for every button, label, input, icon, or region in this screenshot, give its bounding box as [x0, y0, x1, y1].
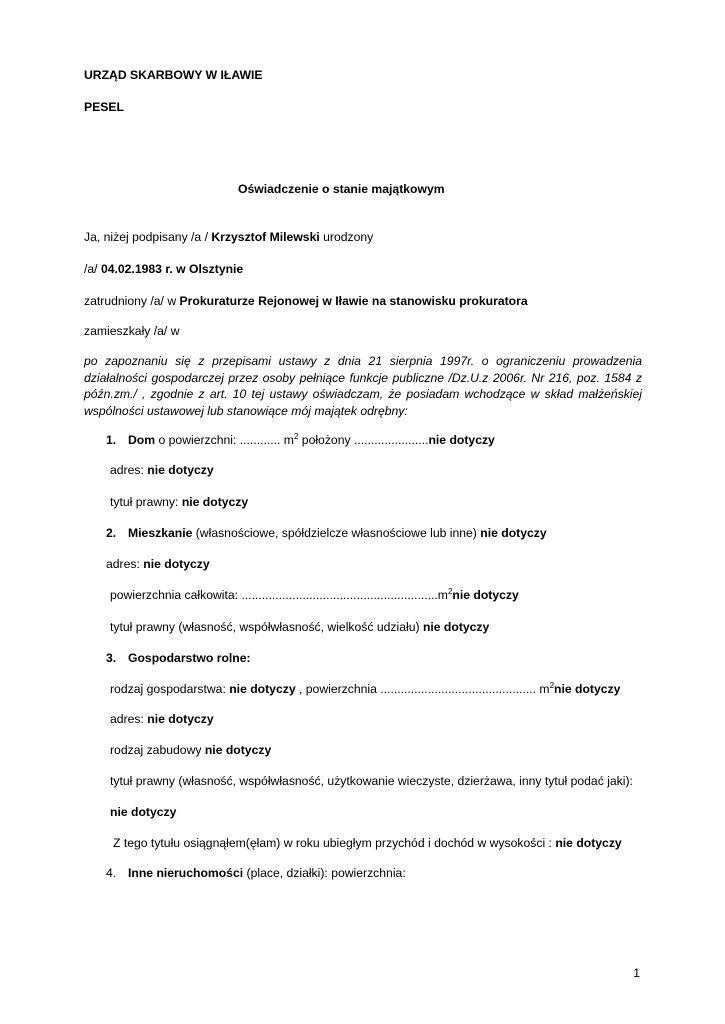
type-label: rodzaj gospodarstwa: — [110, 682, 230, 696]
section-2-title — [110, 620, 489, 635]
section-1-line — [106, 433, 495, 448]
section-1-sup: 2 — [293, 431, 299, 441]
area-label: , powierzchnia .............................................. m — [295, 682, 550, 696]
section-1-heading: Dom — [128, 433, 156, 447]
title-value: nie dotyczy — [422, 620, 490, 634]
residence-line: zamieszkały /a/ w — [84, 324, 180, 338]
area-sup: 2 — [447, 586, 453, 596]
type-value: nie dotyczy — [229, 682, 296, 696]
section-1-area: o powierzchni: ............ m — [155, 433, 294, 447]
address-label: adres: — [110, 463, 148, 477]
section-2-desc: (własnościowe, spółdzielcze własnościowe lub inne) — [192, 526, 481, 540]
section-3-type — [110, 682, 620, 697]
area-sup: 2 — [549, 680, 555, 690]
pesel-label: PESEL — [84, 100, 124, 114]
income-value: nie dotyczy — [555, 836, 622, 850]
born-label: urodzony — [319, 230, 374, 244]
page-number: 1 — [633, 966, 640, 980]
section-2-na: nie dotyczy — [480, 526, 547, 540]
born-prefix: /a/ — [84, 262, 101, 276]
declarant-prefix: Ja, niżej podpisany /a / — [84, 230, 212, 244]
title-value: nie dotyczy — [181, 495, 249, 509]
area-value: nie dotyczy — [554, 682, 621, 696]
section-1-title — [110, 495, 248, 510]
area-value: nie dotyczy — [452, 588, 519, 602]
section-3-income — [113, 836, 622, 851]
statement-paragraph: po zapoznaniu się z przepisami ustawy z dnia 21 sierpnia 1997r. o ograniczeniu prowadzenia działalności gospodarczej przez osoby pełniące funkcje publiczne /Dz.U.z 2006r. Nr 216, poz. 1584 z późn.zm./ , zgodnie z art. 10 tej ustawy oświadczam, że posiadam wchodzące w skład małżeńskiej wspólności ustawowej lub stanowiące mój majątek odrębny: — [84, 354, 642, 418]
section-2-line — [106, 526, 547, 541]
birth-line — [84, 262, 243, 277]
section-4-number: 4. — [106, 866, 117, 880]
declarant-name: Krzysztof Milewski — [211, 230, 320, 244]
document-title: Oświadczenie o stanie majątkowym — [238, 182, 445, 196]
address-value: nie dotyczy — [147, 463, 214, 477]
build-label: rodzaj zabudowy — [110, 743, 205, 757]
employed-label: zatrudniony /a/ w — [84, 294, 180, 308]
build-value: nie dotyczy — [204, 743, 272, 757]
section-1-na: nie dotyczy — [428, 433, 495, 447]
area-label: powierzchnia całkowita: ..........................................................m — [110, 588, 448, 602]
address-label: adres: — [110, 712, 148, 726]
section-4-line — [106, 866, 406, 881]
address-label: adres: — [106, 557, 144, 571]
address-value: nie dotyczy — [143, 557, 210, 571]
section-4-heading: Inne nieruchomości — [128, 866, 244, 880]
section-3-title-value: nie dotyczy — [110, 805, 177, 819]
address-value: nie dotyczy — [147, 712, 214, 726]
title-label: tytuł prawny: — [110, 495, 182, 509]
employment-line — [84, 294, 528, 309]
section-4-desc: (place, działki): powierzchnia: — [243, 866, 406, 880]
section-3-title: tytuł prawny (własność, współwłasność, użytkowanie wieczyste, dzierżawa, inny tytuł podać jaki): — [110, 774, 633, 788]
section-1-number: 1. — [106, 433, 117, 447]
employer-value: Prokuraturze Rejonowej w Iławie na stanowisku prokuratora — [179, 294, 528, 308]
birth-value: 04.02.1983 r. w Olsztynie — [100, 262, 244, 276]
office-heading: URZĄD SKARBOWY W IŁAWIE — [84, 68, 263, 82]
section-3-buildings — [110, 743, 271, 758]
income-label: Z tego tytułu osiągnąłem(ęłam) w roku ubiegłym przychód i dochód w wysokości : — [113, 836, 556, 850]
section-3-address — [110, 712, 214, 727]
section-2-address — [106, 557, 210, 572]
section-3-line — [106, 651, 251, 666]
section-2-heading: Mieszkanie — [128, 526, 193, 540]
section-1-located: położony ...................... — [298, 433, 429, 447]
section-3-heading: Gospodarstwo rolne: — [128, 651, 251, 665]
section-2-area — [110, 588, 519, 603]
section-1-address — [110, 463, 214, 478]
title-label: tytuł prawny (własność, współwłasność, wielkość udziału) — [110, 620, 423, 634]
section-2-number: 2. — [106, 526, 117, 540]
section-3-number: 3. — [106, 651, 117, 665]
declarant-line — [84, 230, 373, 245]
